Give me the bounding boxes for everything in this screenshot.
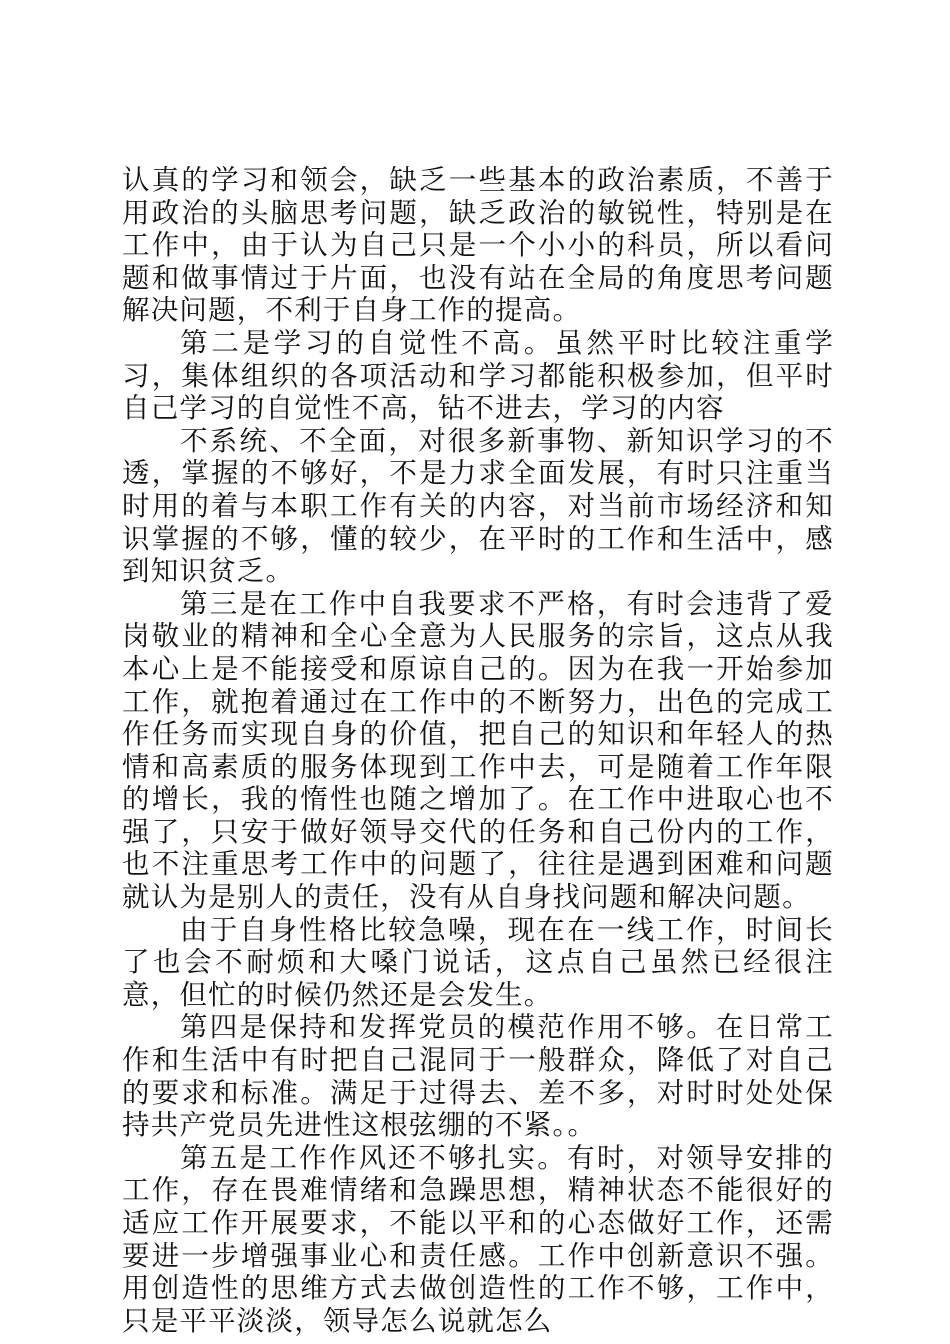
paragraph-5: 由于自身性格比较急噪，现在在一线工作，时间长了也会不耐烦和大嗓门说话，这点自己虽然已经很注意，但忙的时候仍然还是会发生。 xyxy=(122,913,834,1011)
paragraph-7: 第五是工作作风还不够扎实。有时，对领导安排的工作，存在畏难情绪和急躁思想，精神状态不能很好的适应工作开展要求，不能以平和的心态做好工作，还需要进一步增强事业心和责任感。工作中创新意识不强。用创造性的思维方式去做创造性的工作不够，工作中，只是平平淡淡，领导怎么说就怎么 xyxy=(122,1141,834,1337)
paragraph-1: 认真的学习和领会，缺乏一些基本的政治素质，不善于用政治的头脑思考问题，缺乏政治的敏锐性，特别是在工作中，由于认为自己只是一个小小的科员，所以看问题和做事情过于片面，也没有站在全局的角度思考问题解决问题，不利于自身工作的提高。 xyxy=(122,164,834,327)
document-body xyxy=(122,164,834,1337)
paragraph-6: 第四是保持和发挥党员的模范作用不够。在日常工作和生活中有时把自己混同于一般群众，降低了对自己的要求和标准。满足于过得去、差不多，对时时处处保持共产党员先进性这根弦绷的不紧。。 xyxy=(122,1011,834,1142)
paragraph-3: 不系统、不全面，对很多新事物、新知识学习的不透，掌握的不够好，不是力求全面发展，有时只注重当时用的着与本职工作有关的内容，对当前市场经济和知识掌握的不够，懂的较少，在平时的工作和生活中，感到知识贫乏。 xyxy=(122,424,834,588)
paragraph-4: 第三是在工作中自我要求不严格，有时会违背了爱岗敬业的精神和全心全意为人民服务的宗旨，这点从我本心上是不能接受和原谅自己的。因为在我一开始参加工作，就抱着通过在工作中的不断努力，出色的完成工作任务而实现自身的价值，把自己的知识和年轻人的热情和高素质的服务体现到工作中去，可是随着工作年限的增长，我的惰性也随之增加了。在工作中进取心也不强了，只安于做好领导交代的任务和自己份内的工作，也不注重思考工作中的问题了，往往是遇到困难和问题就认为是别人的责任，没有从自身找问题和解决问题。 xyxy=(122,587,834,914)
paragraph-2: 第二是学习的自觉性不高。虽然平时比较注重学习，集体组织的各项活动和学习都能积极参加，但平时自己学习的自觉性不高，钻不进去，学习的内容 xyxy=(122,326,834,425)
